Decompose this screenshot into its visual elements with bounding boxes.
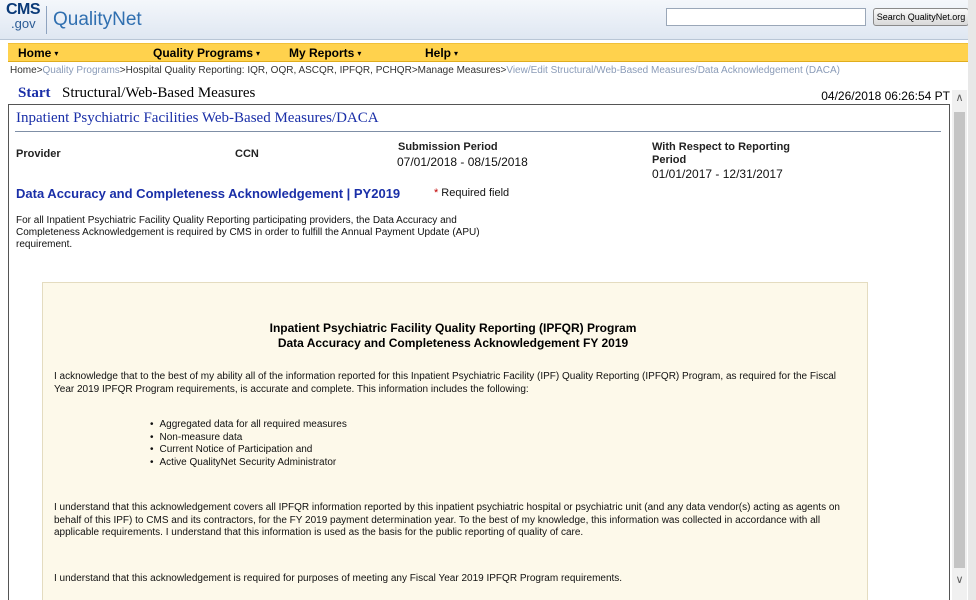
chevron-down-icon: ▾	[256, 49, 261, 58]
list-item: • Non-measure data	[150, 432, 347, 445]
breadcrumb-separator: >	[36, 65, 43, 76]
breadcrumb-separator: >	[119, 65, 126, 76]
main-nav	[8, 43, 968, 62]
page-title: Structural/Web-Based Measures	[62, 85, 256, 101]
list-item: • Active QualityNet Security Administrator	[150, 457, 347, 470]
vertical-scrollbar[interactable]	[952, 90, 967, 600]
reporting-period-label-line1: With Respect to Reporting	[652, 141, 791, 153]
logo-cms-text: CMS	[6, 1, 41, 18]
breadcrumb-separator: >	[411, 65, 418, 76]
nav-home-label: Home	[18, 46, 52, 60]
nav-help[interactable]	[425, 46, 458, 60]
nav-help-label: Help	[425, 46, 452, 60]
acknowledgement-list	[150, 419, 347, 469]
nav-quality-programs-label: Quality Programs	[153, 46, 254, 60]
nav-my-reports[interactable]	[289, 46, 361, 60]
qualitynet-logo[interactable]: QualityNet	[53, 9, 142, 30]
acknowledgement-paragraph-3: I understand that this acknowledgement is required for purposes of meeting any Fiscal Year 2019 IPFQR Program requirements.	[54, 573, 623, 584]
chevron-down-icon: ▾	[54, 49, 59, 58]
breadcrumb-quality-programs[interactable]: Quality Programs	[42, 65, 120, 76]
provider-label: Provider	[16, 148, 61, 160]
acknowledgement-title-line2: Data Accuracy and Completeness Acknowledgement FY 2019	[277, 336, 629, 350]
nav-home[interactable]	[18, 46, 58, 60]
submission-period-label: Submission Period	[398, 141, 498, 153]
breadcrumb-hospital-reporting[interactable]: Hospital Quality Reporting: IQR, OQR, ASCQR, IPFQR, PCHQR	[125, 65, 412, 76]
acknowledgement-heading: Data Accuracy and Completeness Acknowledgement | PY2019	[16, 186, 401, 201]
breadcrumb-manage-measures[interactable]: Manage Measures	[417, 65, 501, 76]
chevron-down-icon: ▾	[357, 49, 362, 58]
content-frame	[8, 104, 950, 600]
required-asterisk: *	[434, 187, 439, 199]
nav-my-reports-label: My Reports	[289, 46, 355, 60]
logo-gov-text: .gov	[11, 16, 36, 31]
top-header	[0, 0, 976, 40]
acknowledgement-paragraph-1: I acknowledge that to the best of my ability all of the information reported for this Inpatient Psychiatric Facility (IPF) Quality Reporting (IPFQR) Program, as required for the Fiscal Year 2019 IPFQR Program requirements, is accurate and complete. This information includes the following:	[54, 371, 836, 395]
breadcrumb	[10, 65, 840, 76]
window-edge	[968, 0, 976, 600]
breadcrumb-home[interactable]: Home	[10, 65, 37, 76]
reporting-period-value: 01/01/2017 - 12/31/2017	[652, 167, 783, 181]
timestamp: 04/26/2018 06:26:54 PT	[821, 89, 950, 103]
submission-period-value: 07/01/2018 - 08/15/2018	[397, 155, 528, 169]
logo-divider	[46, 6, 47, 34]
cms-gov-logo[interactable]	[6, 3, 46, 31]
acknowledgement-title-line1: Inpatient Psychiatric Facility Quality Reporting (IPFQR) Program	[269, 321, 637, 335]
chevron-down-icon: ▾	[454, 49, 459, 58]
list-item: • Aggregated data for all required measures	[150, 419, 347, 432]
required-field-note	[434, 187, 509, 199]
reporting-period-label-line2: Period	[652, 154, 687, 166]
start-link[interactable]: Start	[18, 85, 51, 101]
intro-text: For all Inpatient Psychiatric Facility Quality Reporting participating providers, the Data Accuracy and Completeness Acknowledgement is required by CMS in order to fulfill the Annual Payment Update (APU) requirement.	[16, 215, 480, 250]
required-field-text: Required field	[441, 187, 510, 199]
breadcrumb-separator: >	[500, 65, 507, 76]
breadcrumb-current: View/Edit Structural/Web-Based Measures/Data Acknowledgement (DACA)	[506, 65, 840, 76]
search-input[interactable]	[666, 8, 866, 26]
scroll-up-arrow-icon[interactable]: ∧	[955, 92, 964, 104]
scroll-down-arrow-icon[interactable]: ∨	[955, 574, 964, 586]
nav-quality-programs[interactable]	[153, 46, 260, 60]
acknowledgement-box	[42, 282, 868, 600]
acknowledgement-box-title	[43, 321, 863, 351]
list-item: • Current Notice of Participation and	[150, 444, 347, 457]
section-divider	[15, 131, 941, 132]
section-heading: Inpatient Psychiatric Facilities Web-Based Measures/DACA	[16, 110, 379, 126]
ccn-label: CCN	[235, 148, 259, 160]
acknowledgement-paragraph-2: I understand that this acknowledgement covers all IPFQR information reported by this inpatient psychiatric hospital or psychiatric unit (and any data vendor(s) acting as agents on behalf of this IPF) to CMS and its contractors, for the FY 2019 payment determination year. To the best of my knowledge, this information was collected in accordance with all applicable requirements. I understand that this information is used as the basis for the public reporting of quality of care.	[54, 502, 840, 538]
scrollbar-thumb[interactable]	[954, 112, 965, 568]
search-button[interactable]: Search QualityNet.org	[873, 8, 969, 26]
